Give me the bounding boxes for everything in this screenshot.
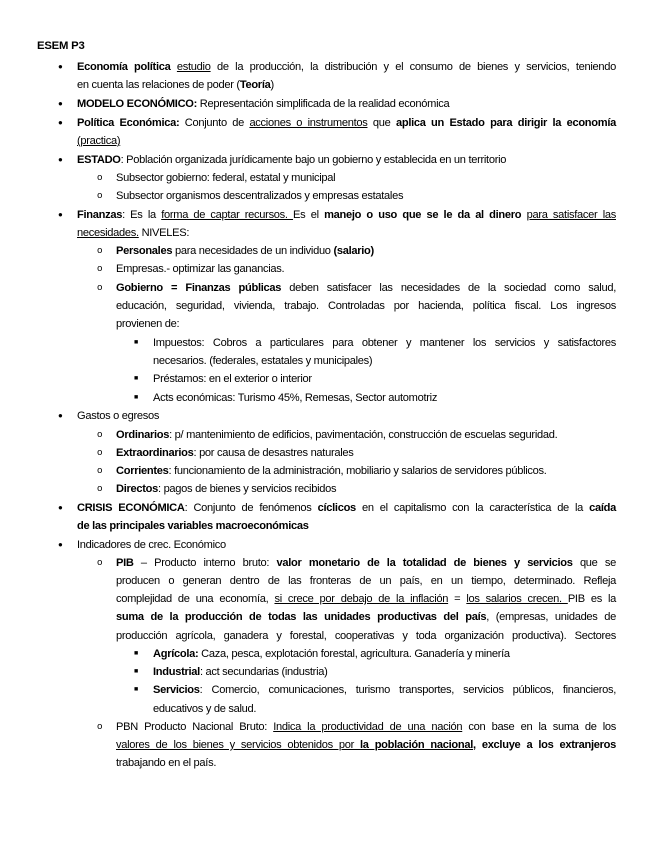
text-segment: : p/ mantenimiento de edificios, pavimentación, construcción de escuelas seguridad. [169,429,558,441]
text-segment: cíclicos [317,502,356,514]
text-segment: estudio [176,61,211,73]
text-line [116,720,616,734]
text-segment: caída [589,502,616,514]
text-line [116,317,179,331]
text-segment: producen o generan dentro de las fronteras de un país, en un tiempo, determinado. Refleja [116,575,616,587]
text-segment: MODELO ECONÓMICO: [77,98,198,110]
text-segment: Extraordinarios [116,447,194,459]
text-segment: , excluye a los extranjeros [473,739,617,751]
text-line [116,262,284,276]
text-line [116,171,335,185]
text-line [77,208,616,222]
text-segment: la población nacional [360,739,474,751]
text-segment: los salarios crecen. [466,593,568,605]
bullet-icon: ● [58,62,63,71]
text-line [116,299,616,313]
text-line [77,519,309,533]
text-segment: = [448,593,467,605]
text-line [153,372,312,386]
text-segment: si crece por debajo de la [274,593,411,605]
text-line [153,702,256,716]
text-segment: : Población organizada jurídicamente bajo un gobierno y establecida en un territorio [120,154,507,166]
text-line [116,574,616,588]
text-segment: Conjunto de [179,117,250,129]
bullet-icon: o [97,264,103,274]
text-segment: : act secundarias (industria) [199,666,328,678]
text-line [77,226,189,240]
text-segment: (practica) [77,135,121,147]
text-segment: : pagos de bienes y servicios recibidos [158,483,337,495]
bullet-icon: ● [58,411,63,420]
text-line [77,409,159,423]
text-segment: Subsector gobierno: federal, estatal y municipal [116,172,336,184]
text-segment: Gastos o egresos [77,410,160,422]
text-segment: de la producción, la distribución y el consumo de bienes y servicios, teniendo [210,61,616,73]
bullet-icon: o [97,283,103,293]
text-line [116,446,354,460]
text-segment: suma de la producción de todas las unidades productivas del país [116,611,487,623]
bullet-icon: o [97,558,103,568]
text-line [77,134,120,148]
text-line [77,97,449,111]
text-segment: Subsector organismos descentralizados y empresas estatales [116,190,404,202]
text-segment: en el capitalismo con la característica de la [355,502,590,514]
text-line [116,281,616,295]
bullet-icon: ● [58,155,63,164]
bullet-icon: ● [58,503,63,512]
text-segment: educación, seguridad, vivienda, trabajo. Controladas por hacienda, política fiscal. Los ingresos [116,300,616,312]
text-line [153,647,510,661]
text-segment: Empresas.- optimizar las ganancias. [116,263,285,275]
bullet-icon: ● [58,118,63,127]
text-segment: trabajando en el país. [116,757,217,769]
text-segment: Industrial [153,666,200,678]
text-line [116,464,547,478]
text-line [153,391,437,405]
text-line [153,336,616,350]
bullet-icon: o [97,466,103,476]
bullet-icon: o [97,173,103,183]
text-segment: Teoría [239,79,271,91]
text-segment: ) [270,79,274,91]
text-segment: provienen de: [116,318,180,330]
bullet-icon: ● [58,210,63,219]
text-segment: Caza, pesca, explotación forestal, agricultura. Ganadería y minería [198,648,510,660]
text-line [153,683,616,697]
bullet-icon: o [97,448,103,458]
text-segment: para necesidades de un individuo [172,245,334,257]
text-line [116,428,557,442]
bullet-icon: ■ [134,686,139,693]
text-segment: valor monetario de la totalidad de bienes y servicios [276,557,573,569]
text-line [77,538,226,552]
text-line [153,354,372,368]
text-line [116,756,216,770]
text-segment: Acts económicas: Turismo 45%, Remesas, Sector automotriz [153,392,438,404]
bullet-icon: ■ [134,375,139,382]
text-segment: NIVELES: [138,227,190,239]
text-segment: Corrientes [116,465,169,477]
text-segment: CRISIS ECONÓMICA [77,502,185,514]
text-segment: Agrícola: [153,648,199,660]
bullet-icon: ■ [134,339,139,346]
text-line [116,738,616,752]
text-segment: : Conjunto de fenómenos [184,502,318,514]
text-segment: PIB [116,557,134,569]
text-segment: Gobierno = Finanzas públicas [116,282,282,294]
text-line [116,629,616,643]
text-segment: aplica un Estado para dirigir la economía [395,117,616,129]
text-segment: : Comercio, comunicaciones, turismo transportes, servicios públicos, financieros, [199,684,616,696]
bullet-icon: o [97,484,103,494]
text-segment: Directos [116,483,158,495]
text-line [77,116,616,130]
bullet-icon: o [97,191,103,201]
text-line [77,60,616,74]
text-segment: PIB es la [567,593,616,605]
text-segment: Ordinarios [116,429,170,441]
text-segment: deben satisfacer las necesidades de la sociedad como salud, [281,282,616,294]
text-line [77,501,616,515]
text-segment: inflación [410,593,449,605]
bullet-icon: ● [58,99,63,108]
text-segment: ESTADO [77,154,121,166]
text-line [77,78,274,92]
text-segment: Indica la productividad de una nación [273,721,463,733]
document-title: ESEM P3 [37,40,85,52]
text-line [153,665,328,679]
text-segment: (salario) [333,245,374,257]
text-segment: Servicios [153,684,200,696]
text-segment: Finanzas [77,209,123,221]
text-segment: Personales [116,245,173,257]
text-segment: en cuenta las relaciones de poder ( [77,79,240,91]
text-line [116,556,616,570]
text-segment: Es el [293,209,325,221]
text-segment: – Producto interno bruto: [133,557,277,569]
text-line [116,592,616,606]
text-segment: , (empresas, unidades de [486,611,616,623]
bullet-icon: o [97,722,103,732]
bullet-icon: ■ [134,668,139,675]
text-segment: que se [572,557,616,569]
text-line [116,610,616,624]
text-segment: Préstamos: en el exterior o interior [153,373,312,385]
text-segment: de las principales variables macroeconómicas [77,520,309,532]
text-segment: PBN Producto Nacional Bruto: [116,721,274,733]
text-line [116,189,403,203]
text-segment: : Es la [122,209,162,221]
text-segment: : por causa de desastres naturales [193,447,354,459]
text-segment: : funcionamiento de la administración, mobiliario y salarios de servidores públicos. [168,465,547,477]
text-line [116,482,336,496]
text-segment: educativos y de salud. [153,703,257,715]
text-segment: producción agrícola, ganadera y forestal, cooperativas y toda organización productiva). Sectores [116,630,616,642]
text-segment: Indicadores de crec. Económico [77,539,226,551]
text-segment: complejidad de una economía, [116,593,275,605]
text-segment: manejo o uso que se le da al dinero [324,209,522,221]
bullet-icon: o [97,246,103,256]
text-segment: Economía política [77,61,177,73]
text-segment: forma de captar recursos. [161,209,294,221]
text-line [116,244,374,258]
text-segment: acciones o instrumentos [249,117,368,129]
text-segment: Política Económica: [77,117,180,129]
text-segment: que [367,117,396,129]
text-segment: valores de los bienes y servicios obtenidos por [116,739,361,751]
text-segment: Impuestos: Cobros a particulares para obtener y mantener los servicios y satisfactores [153,337,616,349]
bullet-icon: ● [58,540,63,549]
text-segment: para satisfacer las [526,209,616,221]
text-segment: Representación simplificada de la realidad económica [197,98,450,110]
text-segment: con base en la suma de los [462,721,617,733]
bullet-icon: o [97,430,103,440]
bullet-icon: ■ [134,394,139,401]
text-segment: necesidades. [77,227,139,239]
text-segment: necesarios. (federales, estatales y municipales) [153,355,373,367]
bullet-icon: ■ [134,650,139,657]
text-line [77,153,506,167]
